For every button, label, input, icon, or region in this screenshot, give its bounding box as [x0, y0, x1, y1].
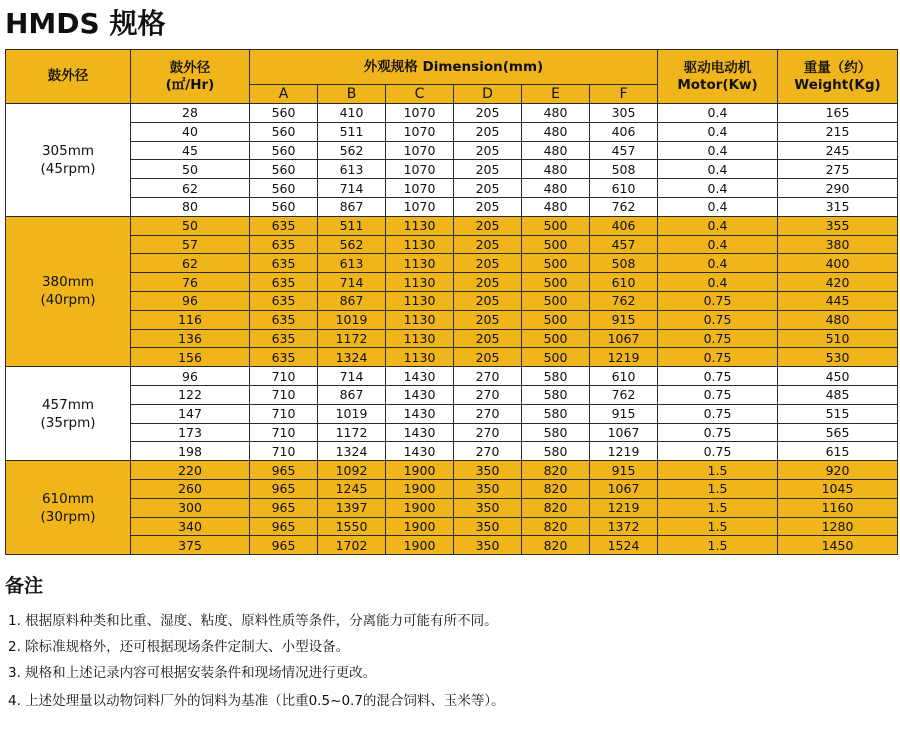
table-group	[6, 216, 898, 366]
table-row	[6, 216, 898, 235]
capacity-cell: 300	[131, 498, 250, 517]
dim-c-cell: 1430	[386, 385, 454, 404]
header-motor-line1: 驱动电动机	[683, 59, 752, 76]
dim-d-cell: 205	[454, 291, 522, 310]
capacity-cell: 50	[131, 160, 250, 179]
table-row	[6, 498, 898, 517]
dim-d-cell: 270	[454, 423, 522, 442]
header-capacity-line2: (㎡/Hr)	[165, 76, 215, 93]
dim-a-cell: 635	[250, 235, 318, 254]
dim-c-cell: 1900	[386, 461, 454, 480]
table-row	[6, 442, 898, 461]
drum-size-cell	[6, 216, 131, 366]
motor-cell: 0.4	[658, 122, 778, 141]
table-row	[6, 254, 898, 273]
dim-c-cell: 1070	[386, 160, 454, 179]
drum-rpm: (30rpm)	[40, 508, 96, 525]
note-item: 1. 根据原料种类和比重、湿度、粘度、原料性质等条件，分离能力可能有所不同。	[8, 613, 498, 629]
motor-cell: 0.4	[658, 254, 778, 273]
dim-a-cell: 965	[250, 461, 318, 480]
dim-b-cell: 1550	[318, 517, 386, 536]
table-row	[6, 141, 898, 160]
dim-f-cell: 1067	[590, 329, 658, 348]
table-row	[6, 348, 898, 367]
dim-f-cell: 305	[590, 104, 658, 123]
weight-cell: 290	[778, 179, 898, 198]
dim-a-cell: 710	[250, 442, 318, 461]
notes-list	[8, 608, 505, 714]
motor-cell: 1.5	[658, 461, 778, 480]
dim-d-cell: 350	[454, 498, 522, 517]
dim-f-cell: 1067	[590, 479, 658, 498]
dim-b-cell: 714	[318, 273, 386, 292]
weight-cell: 215	[778, 122, 898, 141]
capacity-cell: 156	[131, 348, 250, 367]
dim-f-cell: 1372	[590, 517, 658, 536]
capacity-cell: 80	[131, 197, 250, 216]
table-group	[6, 104, 898, 217]
capacity-cell: 147	[131, 404, 250, 423]
table-group	[6, 461, 898, 555]
dim-e-cell: 820	[522, 479, 590, 498]
dim-e-cell: 500	[522, 291, 590, 310]
dim-f-cell: 1524	[590, 536, 658, 555]
header-dim-f: F	[590, 85, 658, 104]
dim-b-cell: 867	[318, 385, 386, 404]
dim-b-cell: 1172	[318, 423, 386, 442]
header-weight-line2: Weight(Kg)	[794, 76, 881, 93]
dim-b-cell: 410	[318, 104, 386, 123]
motor-cell: 0.75	[658, 348, 778, 367]
dim-b-cell: 867	[318, 197, 386, 216]
table-row	[6, 367, 898, 386]
weight-cell: 480	[778, 310, 898, 329]
weight-cell: 445	[778, 291, 898, 310]
dim-e-cell: 500	[522, 235, 590, 254]
dim-f-cell: 406	[590, 216, 658, 235]
dim-d-cell: 205	[454, 273, 522, 292]
header-motor	[658, 50, 778, 104]
dim-a-cell: 560	[250, 160, 318, 179]
dim-b-cell: 562	[318, 141, 386, 160]
dim-c-cell: 1130	[386, 291, 454, 310]
weight-cell: 1450	[778, 536, 898, 555]
capacity-cell: 122	[131, 385, 250, 404]
note-item: 4. 上述处理量以动物饲料厂外的饲料为基准（比重0.5~0.7的混合饲料、玉米等）。	[8, 693, 505, 709]
dim-d-cell: 350	[454, 479, 522, 498]
dim-b-cell: 867	[318, 291, 386, 310]
weight-cell: 1160	[778, 498, 898, 517]
dim-f-cell: 762	[590, 197, 658, 216]
drum-size-cell	[6, 461, 131, 555]
weight-cell: 515	[778, 404, 898, 423]
dim-b-cell: 1324	[318, 442, 386, 461]
capacity-cell: 50	[131, 216, 250, 235]
dim-c-cell: 1900	[386, 517, 454, 536]
dim-c-cell: 1130	[386, 216, 454, 235]
dim-e-cell: 500	[522, 329, 590, 348]
header-weight-line1: 重量（约）	[803, 59, 872, 76]
motor-cell: 0.4	[658, 141, 778, 160]
dim-e-cell: 480	[522, 104, 590, 123]
weight-cell: 400	[778, 254, 898, 273]
weight-cell: 565	[778, 423, 898, 442]
dim-f-cell: 915	[590, 310, 658, 329]
motor-cell: 0.4	[658, 104, 778, 123]
dim-f-cell: 457	[590, 141, 658, 160]
dim-a-cell: 965	[250, 498, 318, 517]
dim-c-cell: 1130	[386, 310, 454, 329]
dim-c-cell: 1900	[386, 498, 454, 517]
table-row	[6, 310, 898, 329]
dim-e-cell: 480	[522, 197, 590, 216]
motor-cell: 0.75	[658, 367, 778, 386]
dim-c-cell: 1130	[386, 329, 454, 348]
dim-b-cell: 511	[318, 122, 386, 141]
motor-cell: 0.75	[658, 329, 778, 348]
table-row	[6, 517, 898, 536]
header-dim-c: C	[386, 85, 454, 104]
table-row	[6, 385, 898, 404]
dim-d-cell: 205	[454, 104, 522, 123]
capacity-cell: 260	[131, 479, 250, 498]
dim-e-cell: 500	[522, 310, 590, 329]
motor-cell: 1.5	[658, 479, 778, 498]
dim-d-cell: 270	[454, 404, 522, 423]
capacity-cell: 45	[131, 141, 250, 160]
table-row	[6, 273, 898, 292]
dim-d-cell: 205	[454, 310, 522, 329]
dim-c-cell: 1070	[386, 141, 454, 160]
dim-f-cell: 508	[590, 254, 658, 273]
dim-a-cell: 635	[250, 348, 318, 367]
motor-cell: 0.75	[658, 291, 778, 310]
capacity-cell: 220	[131, 461, 250, 480]
header-dim-b: B	[318, 85, 386, 104]
weight-cell: 245	[778, 141, 898, 160]
dim-c-cell: 1130	[386, 254, 454, 273]
note-item: 3. 规格和上述记录内容可根据安装条件和现场情况进行更改。	[8, 665, 377, 681]
dim-c-cell: 1130	[386, 348, 454, 367]
dim-d-cell: 205	[454, 329, 522, 348]
dim-e-cell: 580	[522, 404, 590, 423]
dim-a-cell: 635	[250, 291, 318, 310]
dim-f-cell: 406	[590, 122, 658, 141]
header-capacity	[131, 50, 250, 104]
table-group	[6, 367, 898, 461]
dim-c-cell: 1070	[386, 197, 454, 216]
dim-f-cell: 1219	[590, 442, 658, 461]
dim-a-cell: 965	[250, 517, 318, 536]
weight-cell: 380	[778, 235, 898, 254]
dim-e-cell: 580	[522, 367, 590, 386]
dim-e-cell: 820	[522, 536, 590, 555]
dim-d-cell: 205	[454, 122, 522, 141]
table-row	[6, 179, 898, 198]
dim-c-cell: 1430	[386, 404, 454, 423]
dim-f-cell: 1219	[590, 498, 658, 517]
dim-b-cell: 1092	[318, 461, 386, 480]
dim-f-cell: 508	[590, 160, 658, 179]
dim-d-cell: 205	[454, 216, 522, 235]
dim-c-cell: 1900	[386, 536, 454, 555]
dim-f-cell: 762	[590, 291, 658, 310]
dim-c-cell: 1430	[386, 423, 454, 442]
dim-d-cell: 205	[454, 179, 522, 198]
dim-d-cell: 270	[454, 367, 522, 386]
dim-d-cell: 205	[454, 235, 522, 254]
dim-d-cell: 270	[454, 442, 522, 461]
dim-e-cell: 500	[522, 348, 590, 367]
header-dim-d: D	[454, 85, 522, 104]
weight-cell: 1045	[778, 479, 898, 498]
dim-a-cell: 635	[250, 273, 318, 292]
page-title: HMDS 规格	[5, 7, 166, 40]
dim-e-cell: 480	[522, 141, 590, 160]
table-row	[6, 479, 898, 498]
weight-cell: 450	[778, 367, 898, 386]
capacity-cell: 96	[131, 291, 250, 310]
table-row	[6, 104, 898, 123]
weight-cell: 920	[778, 461, 898, 480]
dim-e-cell: 480	[522, 160, 590, 179]
header-drum-diameter: 鼓外径	[6, 50, 131, 104]
weight-cell: 510	[778, 329, 898, 348]
dim-d-cell: 205	[454, 141, 522, 160]
motor-cell: 0.75	[658, 423, 778, 442]
notes-title: 备注	[5, 575, 44, 597]
drum-rpm: (40rpm)	[40, 292, 96, 309]
capacity-cell: 76	[131, 273, 250, 292]
dim-f-cell: 610	[590, 367, 658, 386]
weight-cell: 420	[778, 273, 898, 292]
dim-c-cell: 1130	[386, 273, 454, 292]
capacity-cell: 136	[131, 329, 250, 348]
motor-cell: 0.4	[658, 273, 778, 292]
capacity-cell: 198	[131, 442, 250, 461]
dim-e-cell: 500	[522, 273, 590, 292]
dim-b-cell: 1019	[318, 310, 386, 329]
dim-c-cell: 1430	[386, 367, 454, 386]
dim-e-cell: 500	[522, 254, 590, 273]
table-row	[6, 329, 898, 348]
table-row	[6, 122, 898, 141]
dim-b-cell: 613	[318, 160, 386, 179]
weight-cell: 315	[778, 197, 898, 216]
dim-c-cell: 1430	[386, 442, 454, 461]
motor-cell: 0.4	[658, 179, 778, 198]
capacity-cell: 57	[131, 235, 250, 254]
dim-f-cell: 915	[590, 461, 658, 480]
dim-a-cell: 560	[250, 141, 318, 160]
motor-cell: 1.5	[658, 536, 778, 555]
capacity-cell: 28	[131, 104, 250, 123]
capacity-cell: 96	[131, 367, 250, 386]
dim-b-cell: 1019	[318, 404, 386, 423]
weight-cell: 615	[778, 442, 898, 461]
weight-cell: 355	[778, 216, 898, 235]
dim-b-cell: 562	[318, 235, 386, 254]
dim-b-cell: 714	[318, 179, 386, 198]
motor-cell: 0.75	[658, 442, 778, 461]
drum-rpm: (35rpm)	[40, 414, 96, 431]
dim-f-cell: 762	[590, 385, 658, 404]
motor-cell: 0.4	[658, 197, 778, 216]
dim-b-cell: 511	[318, 216, 386, 235]
table-row	[6, 423, 898, 442]
dim-b-cell: 1172	[318, 329, 386, 348]
dim-e-cell: 580	[522, 385, 590, 404]
dim-a-cell: 635	[250, 310, 318, 329]
dim-a-cell: 635	[250, 216, 318, 235]
dim-b-cell: 1324	[318, 348, 386, 367]
spec-table	[5, 49, 898, 555]
motor-cell: 0.4	[658, 216, 778, 235]
dim-a-cell: 710	[250, 404, 318, 423]
header-capacity-line1: 鼓外径	[169, 59, 211, 76]
dim-d-cell: 350	[454, 517, 522, 536]
motor-cell: 1.5	[658, 498, 778, 517]
table-header	[6, 50, 898, 104]
header-dim-e: E	[522, 85, 590, 104]
dim-c-cell: 1070	[386, 122, 454, 141]
drum-size: 610mm	[41, 490, 95, 507]
table-row	[6, 291, 898, 310]
dim-a-cell: 710	[250, 423, 318, 442]
dim-e-cell: 580	[522, 442, 590, 461]
header-weight	[778, 50, 898, 104]
capacity-cell: 62	[131, 179, 250, 198]
table-row	[6, 160, 898, 179]
dim-b-cell: 1245	[318, 479, 386, 498]
drum-rpm: (45rpm)	[40, 160, 96, 177]
dim-a-cell: 710	[250, 367, 318, 386]
motor-cell: 0.75	[658, 310, 778, 329]
dim-d-cell: 270	[454, 385, 522, 404]
table-row	[6, 461, 898, 480]
dim-f-cell: 1219	[590, 348, 658, 367]
header-dimension: 外观规格 Dimension(mm)	[250, 50, 658, 85]
dim-d-cell: 350	[454, 536, 522, 555]
dim-a-cell: 635	[250, 329, 318, 348]
weight-cell: 1280	[778, 517, 898, 536]
dim-d-cell: 205	[454, 197, 522, 216]
drum-size-cell	[6, 367, 131, 461]
weight-cell: 530	[778, 348, 898, 367]
dim-e-cell: 480	[522, 179, 590, 198]
dim-a-cell: 560	[250, 104, 318, 123]
table-row	[6, 197, 898, 216]
weight-cell: 165	[778, 104, 898, 123]
capacity-cell: 375	[131, 536, 250, 555]
dim-a-cell: 635	[250, 254, 318, 273]
motor-cell: 0.4	[658, 160, 778, 179]
drum-size: 457mm	[41, 396, 95, 413]
motor-cell: 0.75	[658, 385, 778, 404]
header-dim-a: A	[250, 85, 318, 104]
motor-cell: 0.75	[658, 404, 778, 423]
dim-e-cell: 820	[522, 461, 590, 480]
dim-f-cell: 610	[590, 273, 658, 292]
capacity-cell: 40	[131, 122, 250, 141]
dim-a-cell: 965	[250, 536, 318, 555]
dim-e-cell: 500	[522, 216, 590, 235]
capacity-cell: 116	[131, 310, 250, 329]
capacity-cell: 340	[131, 517, 250, 536]
motor-cell: 0.4	[658, 235, 778, 254]
dim-c-cell: 1070	[386, 104, 454, 123]
capacity-cell: 173	[131, 423, 250, 442]
dim-a-cell: 965	[250, 479, 318, 498]
dim-c-cell: 1130	[386, 235, 454, 254]
dim-f-cell: 1067	[590, 423, 658, 442]
dim-a-cell: 710	[250, 385, 318, 404]
motor-cell: 1.5	[658, 517, 778, 536]
weight-cell: 485	[778, 385, 898, 404]
weight-cell: 275	[778, 160, 898, 179]
dim-f-cell: 915	[590, 404, 658, 423]
note-item: 2. 除标准规格外，还可根据现场条件定制大、小型设备。	[8, 639, 350, 655]
dim-a-cell: 560	[250, 197, 318, 216]
dim-b-cell: 1397	[318, 498, 386, 517]
table-row	[6, 536, 898, 555]
dim-f-cell: 610	[590, 179, 658, 198]
dim-a-cell: 560	[250, 179, 318, 198]
dim-f-cell: 457	[590, 235, 658, 254]
header-motor-line2: Motor(Kw)	[677, 76, 758, 93]
dim-a-cell: 560	[250, 122, 318, 141]
dim-d-cell: 205	[454, 348, 522, 367]
dim-e-cell: 580	[522, 423, 590, 442]
drum-size: 380mm	[41, 274, 95, 291]
table-row	[6, 404, 898, 423]
dim-e-cell: 820	[522, 517, 590, 536]
dim-d-cell: 350	[454, 461, 522, 480]
table-row	[6, 235, 898, 254]
dim-b-cell: 714	[318, 367, 386, 386]
dim-c-cell: 1070	[386, 179, 454, 198]
dim-d-cell: 205	[454, 160, 522, 179]
dim-b-cell: 613	[318, 254, 386, 273]
drum-size: 305mm	[41, 142, 95, 159]
dim-e-cell: 480	[522, 122, 590, 141]
dim-e-cell: 820	[522, 498, 590, 517]
dim-c-cell: 1900	[386, 479, 454, 498]
dim-b-cell: 1702	[318, 536, 386, 555]
drum-size-cell	[6, 104, 131, 217]
capacity-cell: 62	[131, 254, 250, 273]
dim-d-cell: 205	[454, 254, 522, 273]
